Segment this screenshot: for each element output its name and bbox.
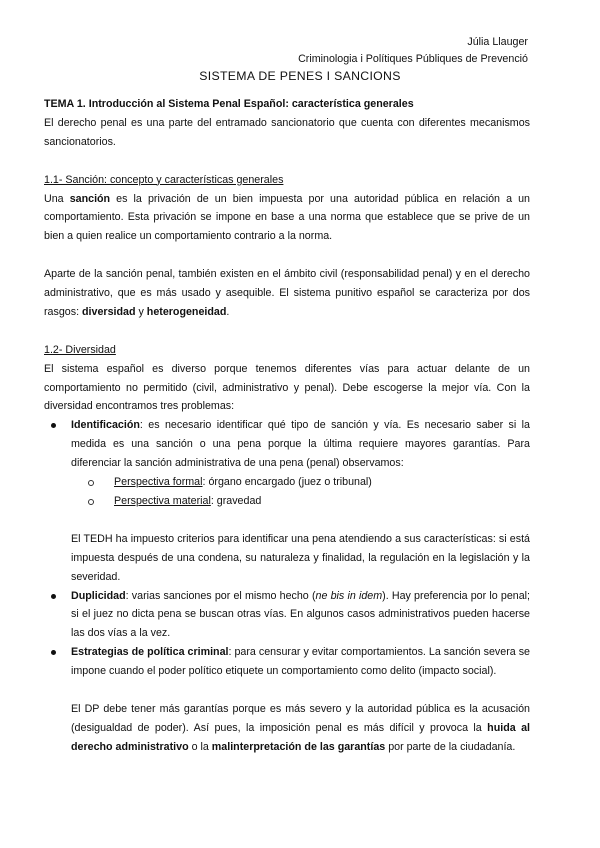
ne-bis-in-idem: ne bis in idem xyxy=(315,589,383,602)
dp-paragraph-wrap xyxy=(44,681,530,757)
bullet-icon xyxy=(51,594,56,599)
section-1-2-intro: El sistema español es diverso porque tenemos diferentes vías para actuar delante de un comportamiento no permitido (civil, administrativo y penal). Debe escogerse la mejor vía. Con la diversidad encontramos tres problemas: xyxy=(44,362,530,413)
bullet-icon xyxy=(51,423,56,428)
tema-heading xyxy=(44,95,530,114)
term-duplicidad: Duplicidad xyxy=(71,589,126,602)
document-body xyxy=(44,95,530,757)
bullet-icon xyxy=(51,650,56,655)
section-1-1-paragraph-2: Aparte de la sanción penal, también existen en el ámbito civil (responsabilidad penal) y en el derecho administrativo, que es más usado y asequible. El sistema punitivo español se caracteriza por dos rasgos: diversidad y heterogeneidad. xyxy=(44,268,530,318)
term-estrategias: Estrategias de política criminal xyxy=(71,646,229,659)
section-1-1-heading: 1.1- Sanción: concepto y características generales xyxy=(44,173,284,186)
perspectiva-formal-label: Perspectiva formal xyxy=(114,476,203,489)
section-1-1-paragraph-1: Una sanción es la privación de un bien impuesta por una autoridad pública en relación a un comportamiento. Esta privación se impone en base a una norma que establece que se prive de un bien a quien realice un comportamiento contrario a la norma. xyxy=(44,192,531,243)
term-huida: huida al derecho administrativo xyxy=(71,721,530,753)
list-item-estrategias: Estrategias de política criminal: para censurar y evitar comportamientos. La sanción severa se impone cuando el poder político etiquete un comportamiento como delito (impacto social). xyxy=(44,643,530,681)
term-malinterpretacion: malinterpretación de las garantías xyxy=(211,740,386,753)
page-header xyxy=(298,34,528,68)
circle-bullet-icon xyxy=(88,480,94,486)
list-item-duplicidad: Duplicidad: varias sanciones por el mismo hecho (ne bis in idem). Hay preferencia por lo penal; si el juez no dicta pena se buscan otras vías. En algunos casos administrativos pueden hacerse las dos vías a la vez. xyxy=(44,587,530,644)
tema-intro: El derecho penal es una parte del entramado sancionatorio que cuenta con diferentes mecanismos sancionatorios. xyxy=(44,116,530,148)
tema-heading-text: TEMA 1. Introducción al Sistema Penal Español: característica generales xyxy=(44,98,414,110)
term-diversidad: diversidad xyxy=(82,305,136,318)
document-title: SISTEMA DE PENES I SANCIONS xyxy=(199,69,401,83)
list-item-identificacion: Identificación: es necesario identificar qué tipo de sanción y vía. Es necesario saber si la medida es una sanción o una pena porque la última requiere mayores garantías. Para diferenciar la sanción administrativa de una pena (penal) observamos: xyxy=(44,416,530,473)
circle-bullet-icon xyxy=(88,499,94,505)
tedh-paragraph: El TEDH ha impuesto criterios para identificar una pena atendiendo a sus características: si está impuesta después de una condena, su naturaleza y finalidad, la regulación en la legislación y la severidad. xyxy=(71,532,530,583)
dp-paragraph: El DP debe tener más garantías porque es más severo y la autoridad pública es la acusación (desigualdad de poder). Así pues, la imposición penal es más difícil y provoca la huida al derecho administrativo o la malinterpretación de las garantías por parte de la ciudadanía. xyxy=(71,702,530,753)
sub-item-material: Perspectiva material: gravedad xyxy=(44,492,530,511)
section-1-2-heading: 1.2- Diversidad xyxy=(44,343,116,356)
term-sancion: sanción xyxy=(69,192,111,205)
tedh-paragraph-wrap xyxy=(44,511,530,587)
term-heterogeneidad: heterogeneidad xyxy=(146,305,227,318)
author-name: Júlia Llauger xyxy=(467,36,528,48)
perspectiva-material-label: Perspectiva material xyxy=(114,494,211,507)
course-name: Criminologia i Polítiques Públiques de Prevenció xyxy=(298,53,528,65)
problems-list xyxy=(44,416,530,756)
term-identificacion: Identificación xyxy=(71,419,140,432)
sub-item-formal: Perspectiva formal: órgano encargado (juez o tribunal) xyxy=(44,473,530,492)
